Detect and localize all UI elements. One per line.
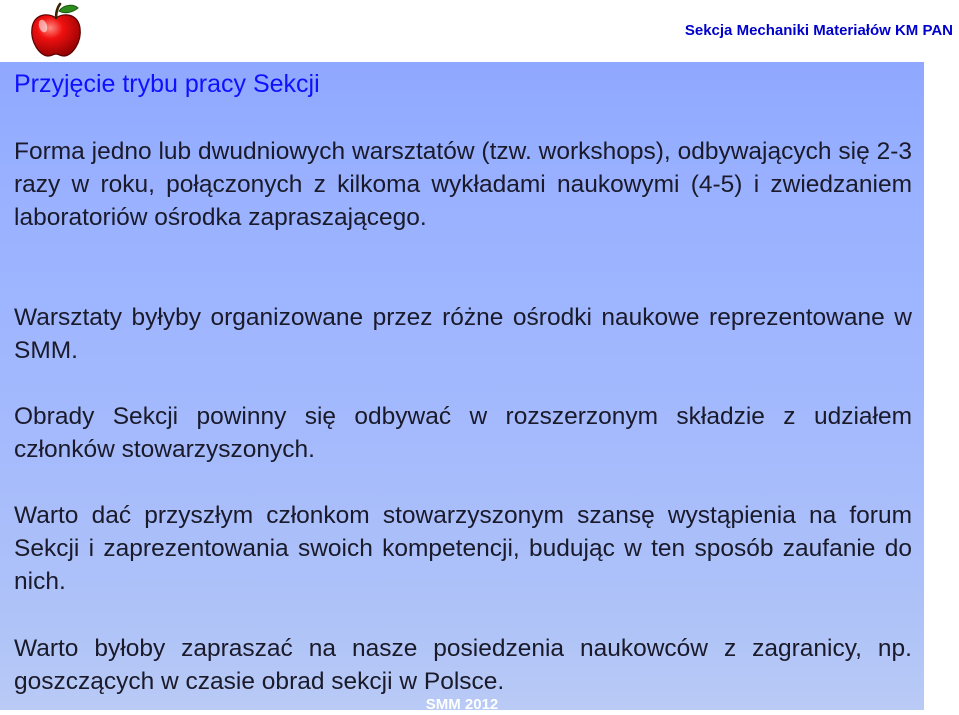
paragraph-organizers: Warsztaty byłyby organizowane przez różne ośrodki naukowe reprezentowane w SMM. <box>14 304 912 364</box>
red-apple-icon <box>26 2 86 58</box>
paragraph-workshops: Forma jedno lub dwudniowych warsztatów (tzw. workshops), odbywających się 2-3 razy w roku, połączonych z kilkoma wykładami naukowymi (4-5) i zwiedzaniem laboratoriów ośrodka zapraszającego. <box>14 138 912 231</box>
paragraph-foreign-guests: Warto byłoby zapraszać na nasze posiedzenia naukowców z zagranicy, np. goszczących w czasie obrad sekcji w Polsce. <box>14 635 912 695</box>
paragraph-associate-members: Warto dać przyszłym członkom stowarzyszonym szansę wystąpienia na forum Sekcji i zaprezentowania swoich kompetencji, budując w ten sposób zaufanie do nich. <box>14 502 912 595</box>
slide-footer: SMM 2012 <box>425 696 499 713</box>
slide-title: Przyjęcie trybu pracy Sekcji <box>14 70 320 98</box>
paragraph-extended-sessions: Obrady Sekcji powinny się odbywać w rozszerzonym składzie z udziałem członków stowarzyszonych. <box>14 403 912 463</box>
organization-header: Sekcja Mechaniki Materiałów KM PAN <box>684 22 953 39</box>
